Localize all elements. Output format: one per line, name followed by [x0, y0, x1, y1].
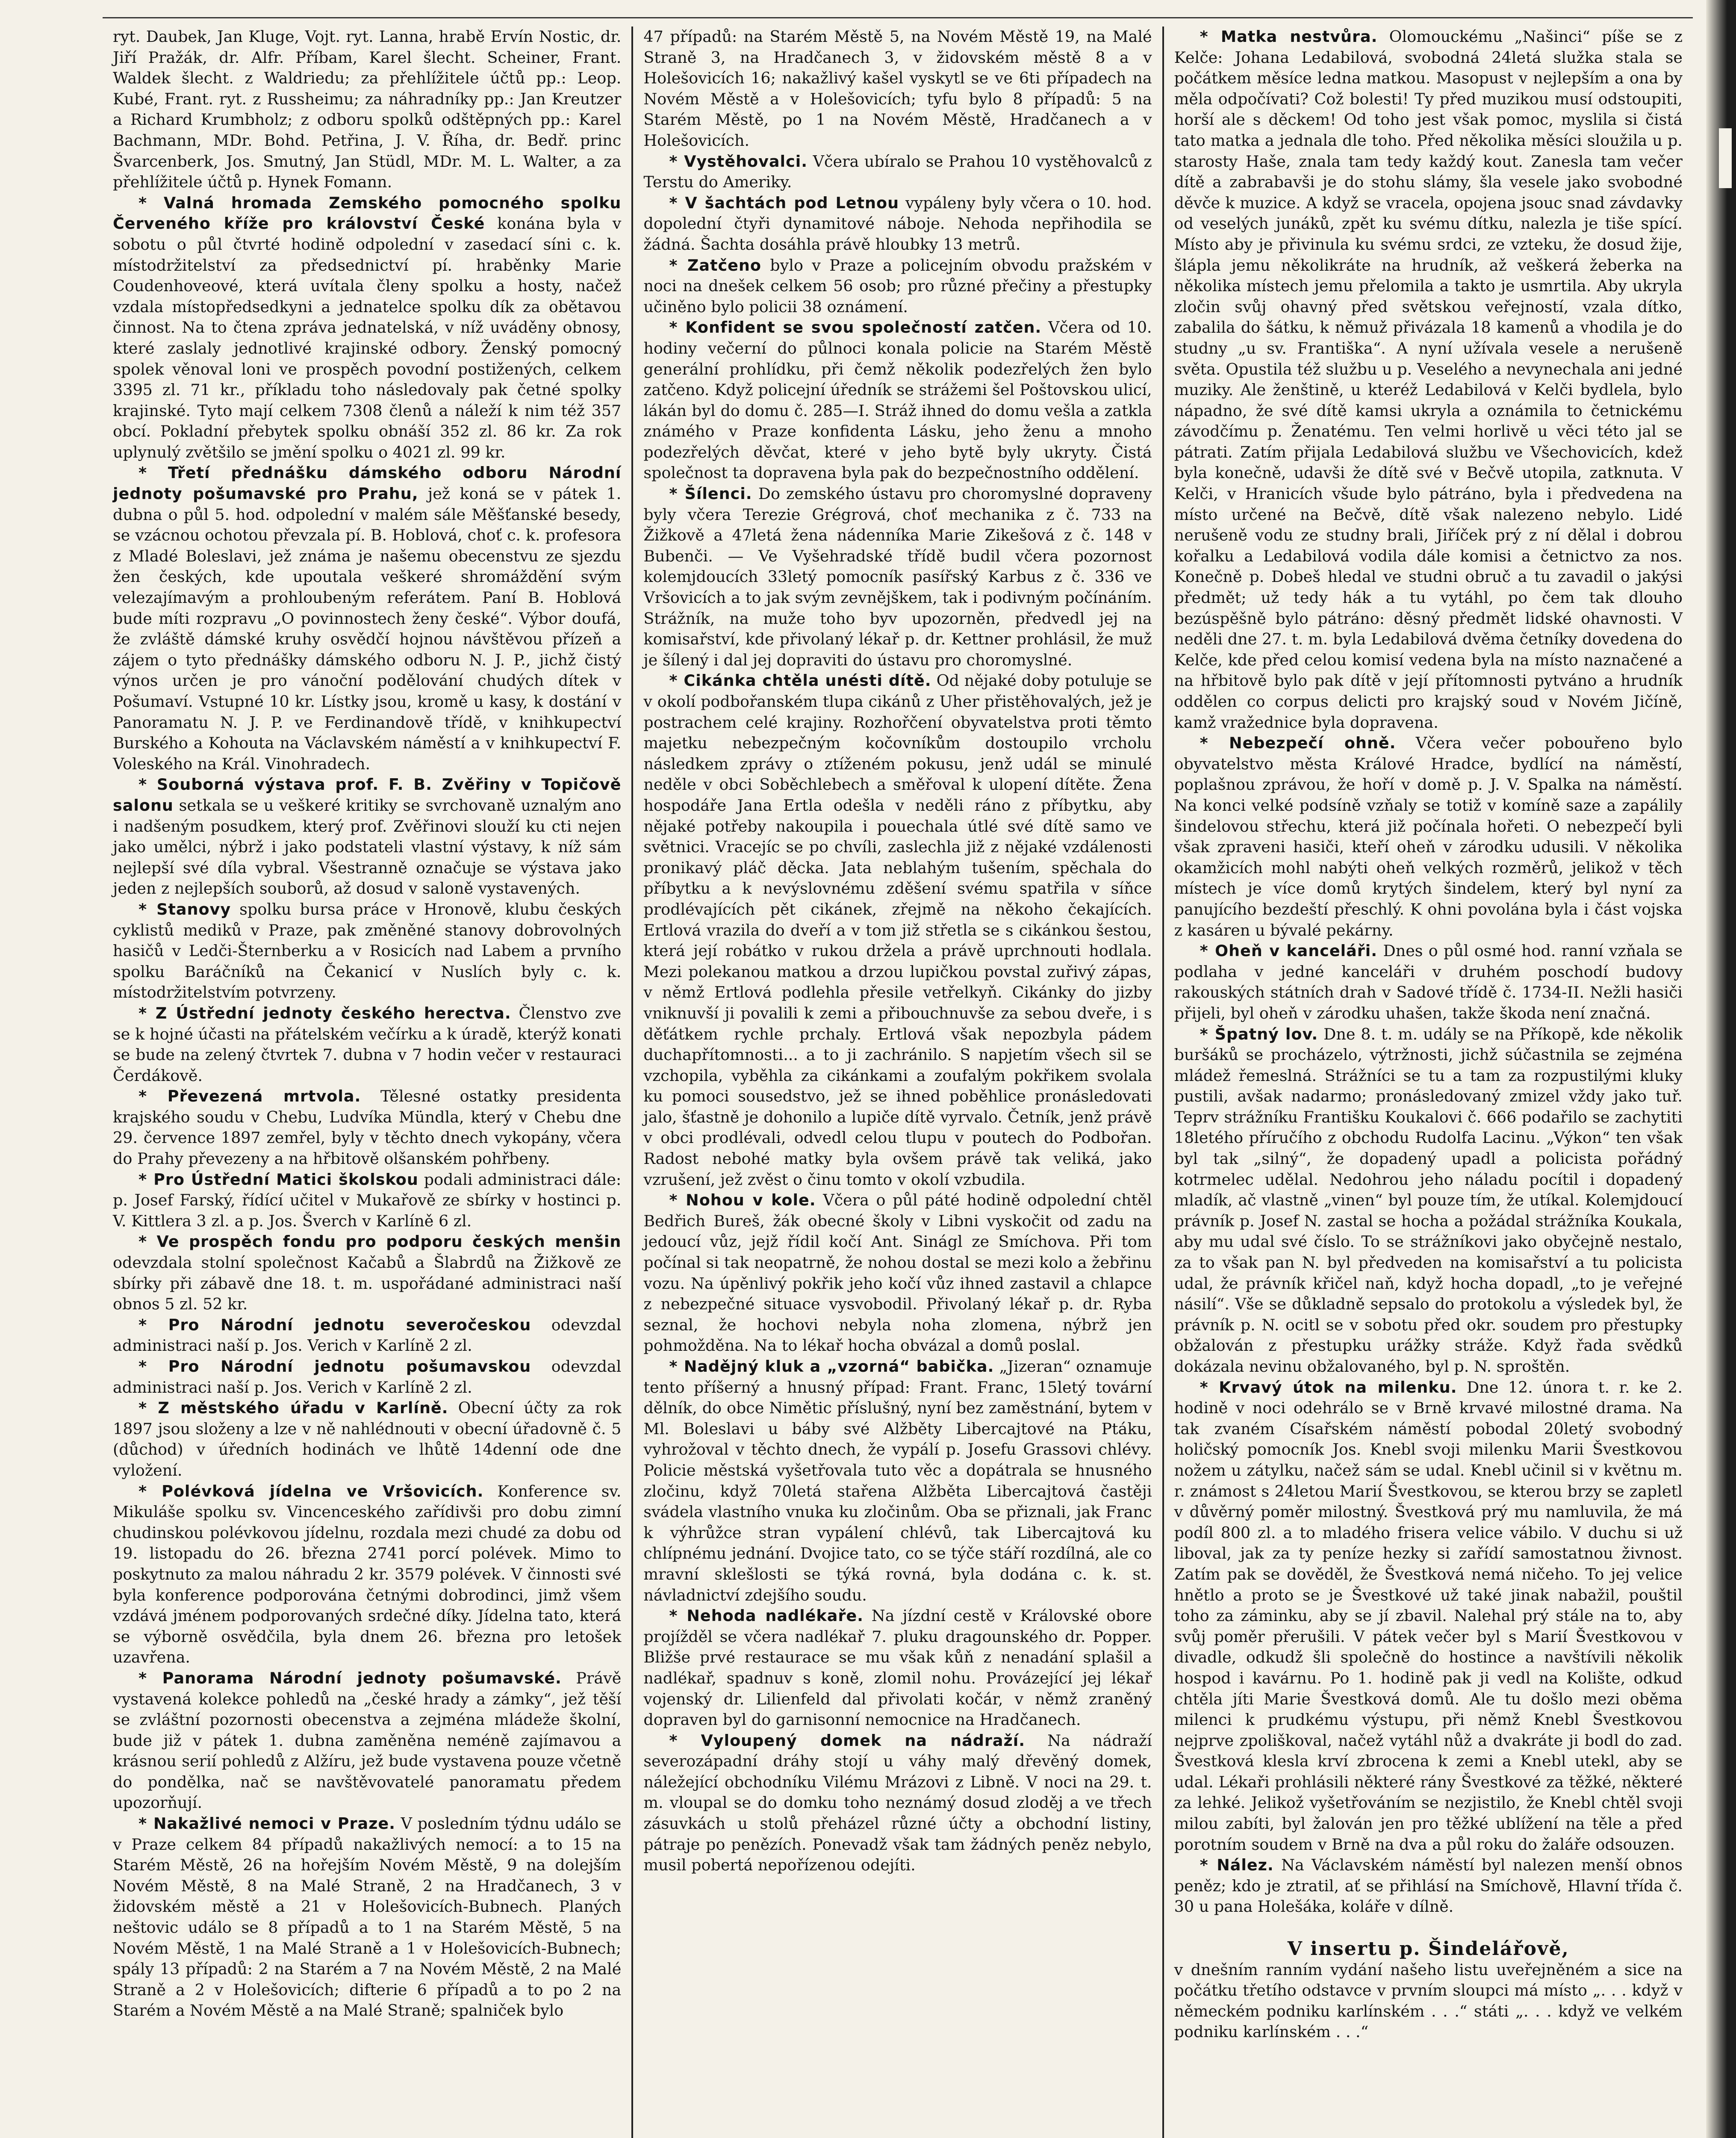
article-text: jež koná se v pátek 1. dubna o půl 5. hod. odpolední v malém sále Měšťanské besedy, se vzácnou ochotou převzala pí. B. Hoblová, choť c. k. profesora z Mladé Boleslavi, jež známa je našemu obecenstvu ze sjezdu žen českých, kde upoutala veškeré shromáždění svým velezajímavým a prohloubeným referátem. Paní B. Hoblová bude míti rozpravu „O povinnostech ženy české“. Výbor doufá, že zvláště dámské kruhy osvědčí hojnou návštěvou přízeň a zájem o tyto přednášky dámského odboru N. J. P., jichž čistý výnos určen je pro vánoční podělování chudých dítek v Pošumaví. Vstupné 10 kr. Lístky jsou, kromě u kasy, k dostání v Panoramatu N. J. P. ve Ferdinandově třídě, v knihkupectví Burského a Kohouta na Václavském náměstí a v knihkupectví F. Voleského na Král. Vinohradech. — [113, 484, 622, 773]
article — [113, 1813, 621, 2021]
article-text: bylo v Praze a policejním obvodu pražském v noci na dnešek celkem 56 osob; pro různé přečiny a přestupky učiněno bylo policii 38 oznámení. — [643, 256, 1152, 316]
column-2 — [631, 27, 1162, 2138]
article-heading: * Konfident se svou společností zatčen. — [669, 318, 1042, 337]
correction-title: V insertu p. Šindelářově, — [1287, 1938, 1569, 1960]
article-text: vypáleny byly včera o 10. hod. dopolední čtyři dynamitové náboje. Nehoda nepřihodila se žádná. Šachta dosáhla právě hloubky 13 metrů. — [643, 193, 1152, 254]
correction-notice — [1174, 1939, 1683, 1960]
correction-text: v dnešním ranním vydání našeho listu uveřejněném a sice na počátku třetího odstavce v prvním sloupci má místo „. . . když v německém podniku karlínském . . .“ státi „. . . když ve velkém podniku karlínském . . .“ — [1174, 1960, 1683, 2041]
article-text: Dnes o půl osmé hod. ranní vzňala se podlaha v jedné kanceláři v druhém poschodí budovy rakouských státních drah v Sadové třídě č. 1734-II. Nežli hasiči přijeli, byl oheň v zárodku uhašen, takže škoda není značná. — [1174, 942, 1683, 1022]
article-heading: * Matka nestvůra. — [1200, 27, 1378, 46]
article-text: ryt. Daubek, Jan Kluge, Vojt. ryt. Lanna, hrabě Ervín Nostic, dr. Jiří Pražák, dr. Alfr. Příbam, Karel šlecht. Scheiner, Frant. Waldek šlecht. z Waldriedu; za přehlížitele účtů pp.: Leop. Kubé, Frant. ryt. z Russheimu; za náhradníky pp.: Jan Kreutzer a Richard Krumbholz; z odboru spolků odštěpných pp.: Karel Bachmann, MDr. Bohd. Petřina, J. V. Říha, dr. Bedř. princ Švarcenberk, Jos. Smutný, Jan Stüdl, MDr. M. L. Walter, a za přehlížitele účtů p. Hynek Fomann. — [113, 27, 622, 192]
article-text: „Jizeran“ oznamuje tento příšerný a hnusný případ: Frant. Franc, 15letý tovární dělník, do obce Nimětic příslušný, nyní bez zaměstnání, bytem v Ml. Boleslavi u báby své Alžběty Libercajtové na Ptáku, vyhrožoval v těchto dnech, že vypálí p. Josefu Grassovi chlévy. Policie městská vyšetřovala tuto věc a dopátrala se hnusného zločinu, když 70letá stařena Alžběta Libercajtová častěji svádela vlastního vnuka ku zločinům. Oba se přiznali, jak Franc k výhrůžce stran vypálení chlévů, tak Libercajtová ku chlípnému jednání. Dvojice tato, co se týče stáří rozdílná, ale co mravní sklešlosti se týká rovná, byla dodána c. k. st. návladnictví zdejšího soudu. — [643, 1357, 1152, 1604]
article-text: Na nádraží severozápadní dráhy stojí u váhy malý dřevěný domek, náležející obchodníku Vilému Mrázovi z Libně. V noci na 29. t. m. vloupal se do domku toho neznámý dosud zloděj a ve třech zásuvkách u stolů přeházel různé účty a obchodní listiny, pátraje po penězích. Ponevadž však tam žádných peněz nebylo, musil pobertá nepořízenou odejíti. — [643, 1731, 1152, 1875]
article-text: Právě vystavená kolekce pohledů na „české hrady a zámky“, jež těší se zvláštní pozornosti obecenstva a zejména mládeže školní, bude již v pátek 1. dubna zaměněna neméně zajímavou a krásnou serií pohledů z Alžíru, jež bude vystavena pouze včetně do pondělka, nač se navštěvovatelé panoramatu předem upozorňují. — [113, 1668, 622, 1812]
column-3-articles — [1174, 27, 1683, 1917]
article-text: Dne 12. února t. r. ke 2. hodině v noci odehrálo se v Brně krvavé milostné drama. Na tak zvaném Císařském náměstí pobodal 20letý svobodný holičský pomocník Jos. Knebl svoji milenku Marii Švestkovou nožem u zátylku, načež sám se udal. Knebl učinil si v květnu m. r. známost s 24letou Marií Švestkovou, se kterou brzy se zapletl v důvěrný poměr milostný. Švestková prý mu namluvila, že má podíl 800 zl. a to mladého frisera velice vábilo. V duchu si už liboval, jak za ty peníze hezky si zařídí samostatnou živnost. Zatím pak se dověděl, že Švestková nemá ničeho. To jej velice hnětlo a proto se je Švestkové už také jinak nabažil, pouštil toho za záminku, aby se jí zbavil. Nalehal prý stále na to, aby svůj poměr přerušili. V pátek večer byl s Marií Švestkovou v divadle, odkudž šli společně do hostince a navštívili několik hospod i kavárnu. Po 1. hodině pak ji vedl na Kolište, odkud chtěla jíti Marie Švestková domů. Ale tu došlo mezi oběma milenci k prudkému výstupu, při němž Knebl Švestkovou nejprve zpoliškoval, načež vytáhl nůž a dvakráte ji bodl do zad. Švestková klesla krví zbrocena k zemi a Knebl utekl, aby se udal. Lékaři prohlásili některé rány Švestkové za těžké, některé za lehké. Jelikož vyšetřováním se nezjistilo, že Knebl chtěl svoji milou zabíti, byl žalován jen pro těžké ublížení na těle a před porotním soudem v Brně na dva a půl roku do žaláře odsouzen. — [1174, 1378, 1683, 1854]
article — [113, 1668, 621, 1813]
article-text: odevzdal administraci naší p. Jos. Verich v Karlíně 2 zl. — [113, 1357, 622, 1397]
article-text: Na Václavském náměstí byl nalezen menší obnos peněz; kdo je ztratil, ať se přihlásí na Smíchově, Hlavní třída č. 30 u pana Holešáka, koláře v dílně. — [1174, 1856, 1683, 1916]
article-text: Obecní účty za rok 1897 jsou složeny a lze v ně nahlédnouti v obecní úřadovně č. 5 (důchod) v úředních hodinách ve lhůtě 14denní ode dne vyložení. — [113, 1399, 622, 1479]
article-heading: * Polévková jídelna ve Vršovicích. — [139, 1482, 484, 1500]
article-heading: * Nález. — [1200, 1856, 1274, 1875]
article-heading: * Nebezpečí ohně. — [1200, 734, 1396, 753]
article-heading: * Stanovy — [139, 900, 231, 918]
article — [113, 463, 621, 774]
article — [643, 670, 1152, 1190]
article-text: Konference sv. Mikuláše spolku sv. Vincenceského zařídivši pro dobu zimní chudinskou polévkovou jídelnu, rozdala mezi chudé za dobu od 19. listopadu do 26. března 2741 porcí polévek. Mimo to poskytnuto za malou náhradu 2 kr. 3579 polévek. V činnosti své byla konference podporována četnými dobrodinci, jimž všem vzdává jménem podporovaných srdečné díky. Jídelna tato, která se výborně osvědčila, byla dnem 26. března pro letošek uzavřena. — [113, 1482, 622, 1667]
article-text: Včera ubíralo se Prahou 10 vystěhovalců z Terstu do Ameriky. — [643, 152, 1152, 192]
article-text: V posledním týdnu událo se v Praze celkem 84 případů nakažlivých nemocí: a to 15 na Starém Městě, 26 na hořejším Novém Městě, 9 na dolejším Novém Městě, 8 na Malé Straně, 2 na Hradčanech, 3 v židovském městě a 21 v Holešovicích-Bubnech. Planých neštovic událo se 8 případů a to 1 na Starém Městě, 5 na Novém Městě, 1 na Malé Straně a 1 v Holešovicích-Bubnech; spály 13 případů: 2 na Starém a 7 na Novém Městě, 2 na Malé Straně a 2 v Holešovicích; difterie 6 případů a to po 2 na Starém a Novém Městě a na Malé Straně; spalniček bylo — [113, 1814, 622, 2020]
article-text: Členstvo zve se k hojné účasti na přátelském večírku a k úradě, kterýž konati se bude na zelený čtvrtek 7. dubna v 7 hodin večer v restauraci Čerdákově. — [113, 1004, 622, 1085]
article-text: 47 případů: na Starém Městě 5, na Novém Městě 19, na Malé Straně 3, na Hradčanech 3, v židovském městě 8 a v Holešovicích 16; nakažlivý kašel vyskytl se ve 6ti případech na Novém Městě a v Holešovicích; tyfu bylo 8 případů: 5 na Starém Městě, po 1 na Novém Městě, Hradčanech a v Holešovicích. — [643, 27, 1152, 150]
article-text: konána byla v sobotu o půl čtvrté hodině odpolední v zasedací síni c. k. místodržitelství za předsednictví pí. hraběnky Marie Coudenhoveové, která uvítala členy spolku a hosty, načež vzdala místopředsedkyni a jednatelce spolku dík za obětavou činnost. Na to čtena zpráva jednatelská, v níž uváděny obnosy, které zaslaly jednotlivé krajinské odbory. Ženský pomocný spolek věnoval loni ve prospěch povodní postižených, celkem 3395 zl. 71 kr., příkladu toho následovaly pak četné spolky krajinské. Tyto mají celkem 7308 členů a náleží k nim též 357 obcí. Pokladní přebytek spolku obnáší 352 zl. 86 kr. Za rok uplynulý zvětšilo se jmění spolku o 4021 zl. 99 kr. — [113, 214, 622, 461]
page-edge-mark — [1719, 128, 1732, 188]
article — [643, 484, 1152, 670]
article-text: odevzdala stolní společnost Kačabů a Šlabrdů na Žižkově ze sbírky při zábavě dne 18. t. m. uspořádané administraci naší obnos 5 zl. 52 kr. — [113, 1253, 622, 1314]
article-text: spolku bursa práce v Hronově, klubu českých cyklistů mediků v Praze, pak změněné stanovy dobrovolných hasičů v Ledči-Šternberku a v Rosicích nad Labem a prvního spolku Baráčníků na Čekanicí v Nuslích byly c. k. místodržitelstvím potvrzeny. — [113, 900, 622, 1002]
article-text: Včera večer pobouřeno bylo obyvatelstvo města Králové Hradce, bydlící na náměstí, poplašnou zprávou, že hoří v domě p. J. V. Spalka na náměstí. Na konci velké podsíně vzňaly se totiž v komíně saze a zapálily šindelovou střechu, která již počínala hořeti. O nebezpečí byli však zpraveni hasiči, kteří oheň v zárodku udusili. V několika okamžicích mohl nabýti oheň velkých rozměrů, jelikož v těch místech je více domů krytých šindelem, který byl nyní za panujícího bezdeští přeschlý. K ohni povolána byla i část vojska z kasáren u bývalé pekárny. — [1174, 734, 1683, 939]
article-text: Včera od 10. hodiny večerní do půlnoci konala policie na Starém Městě generální prohlídku, při čemž několik podezřelých žen bylo zatčeno. Když policejní úředník se strážemi šel Poštovskou ulicí, lákán byl do domu č. 285—I. Stráž ihned do domu vešla a zatkla známého v Praze konfidenta Lásku, jeho ženu a mnoho podezřelých děvčat, které v jeho bytě byly ukryty. Čistá společnost ta dopravena byla pak do bezpečnostního oddělení. — [643, 318, 1152, 482]
article — [113, 1003, 621, 1086]
article-heading: * Ve prospěch fondu pro podporu českých menšin — [139, 1232, 622, 1251]
article — [113, 1231, 621, 1314]
article-heading: * Krvavý útok na milenku. — [1200, 1378, 1457, 1397]
column-1 — [103, 27, 631, 2138]
article — [643, 1356, 1152, 1606]
article-heading: * Nehoda nadlékaře. — [669, 1606, 864, 1625]
column-3 — [1162, 27, 1693, 2138]
article-text: Včera o půl páté hodině odpolední chtěl Bedřich Bureš, žák obecné školy v Libni vyskočit od zadu na jedoucí vůz, jejž řídil kočí Ant. Sinágl ze Smíchova. Při tom počínal si tak neopatrně, že nohou dostal se mezi kolo a žebřinu vozu. Na úpěnlivý pokřik jeho kočí vůz ihned zastavil a chlapce z nebezpečné situace vysvobodil. Přivolaný lékař p. dr. Ryba seznal, že hochovi nebyla noha zlomena, nýbrž jen pohmožděna. Na to lékař hocha obvázal a domů poslal. — [643, 1191, 1152, 1355]
article — [113, 1481, 621, 1668]
article-heading: * Vystěhovalci. — [669, 152, 808, 171]
article — [113, 1086, 621, 1169]
article-heading: * Vyloupený domek na nádraží. — [669, 1731, 1026, 1750]
top-rule — [103, 17, 1693, 18]
article-text: Do zemského ústavu pro choromyslné dopraveny byly včera Terezie Grégrová, choť mechanika z č. 733 na Žižkově a 47letá žena nádenníka Marie Zikešová z č. 148 v Bubenči. — Ve Vyšehradské třídě budil včera pozornost kolemjdoucích 33letý pomocník pasířský Karbus z č. 336 ve Vršovicích a to jak svým zevnějškem, tak i podivným počínáním. Strážník, na muže toho byv upozorněn, předvedl jej na komisařství, kde přivolaný lékař p. dr. Kettner prohlásil, že muž je šílený i dal jej dopraviti do ústavu pro choromyslné. — [643, 484, 1152, 669]
article — [1174, 27, 1683, 733]
article-heading: * Cikánka chtěla unésti dítě. — [669, 671, 931, 690]
article-heading: * Pro Národní jednotu pošumavskou — [139, 1357, 531, 1376]
article-heading: * V šachtách pod Letnou — [669, 193, 899, 212]
article-text: setkala se u veškeré kritiky se svrchovaně uznalým ano i nadšeným posudkem, který prof. Zvěřinovi slouží ku cti nejen jako umělci, nýbrž i jako podstateli vlastní výstavy, k níž sám nejlepší své díla vybral. Všestranně označuje se výstava jako jeden z nejlepších souborů, až dosud v saloně vystavených. — [113, 796, 622, 898]
article-text: podali administraci dále: p. Josef Farský, řídící učitel v Mukařově ze sbírky v hostinci p. V. Kittlera 3 zl. a p. Jos. Šverch v Karlíně 6 zl. — [113, 1170, 622, 1230]
article-text: Na jízdní cestě v Královské obore projížděl se včera nadlékař 7. pluku dragounského dr. Popper. Bližše prvé restaurace se mu však kůň z nenadání splašil a nadlékař, spadnuv s koně, zlomil nohu. Provázející jej lékař vojenský dr. Lilienfeld dal přivolati kočár, v němž zraněný dopraven byl do garnisonní nemocnice na Hradčanech. — [643, 1606, 1152, 1729]
article — [643, 255, 1152, 318]
article-heading: * Oheň v kanceláři. — [1200, 942, 1378, 960]
article-heading: * Zatčeno — [669, 256, 761, 275]
article — [1174, 941, 1683, 1024]
article — [1174, 1855, 1683, 1917]
article — [113, 27, 621, 193]
article — [113, 899, 621, 1003]
article-heading: * Špatný lov. — [1200, 1025, 1318, 1043]
article-heading: * Šílenci. — [669, 484, 752, 503]
article — [643, 317, 1152, 484]
article-heading: * Nakažlivé nemoci v Praze. — [139, 1814, 395, 1833]
article — [643, 1190, 1152, 1356]
article-heading: * Třetí přednášku dámského odboru Národní jednoty pošumavské pro Prahu, — [113, 464, 622, 503]
article-heading: * Převezená mrtvola. — [139, 1087, 361, 1106]
page-edge-scan-shadow — [1706, 0, 1736, 2138]
article-heading: * Z městského úřadu v Karlíně. — [139, 1399, 448, 1417]
article — [643, 151, 1152, 193]
article — [113, 1356, 621, 1398]
article — [113, 193, 621, 463]
article-heading: * Souborná výstava prof. F. B. Zvěřiny v Topičově salonu — [113, 775, 622, 815]
article — [113, 1315, 621, 1356]
article-heading: * Nadějný kluk a „vzorná“ babička. — [669, 1357, 994, 1376]
article-text: Tělesné ostatky presidenta krajského soudu v Chebu, Ludvíka Mündla, který v Chebu dne 29. července 1897 zemřel, byly v těchto dnech vykopány, včera do Prahy převezeny a na hřbitově olšanském pohřbeny. — [113, 1087, 622, 1168]
article-text: odevzdal administraci naší p. Jos. Verich v Karlíně 2 zl. — [113, 1315, 622, 1355]
newspaper-columns — [103, 27, 1693, 2138]
article-heading: * Nohou v kole. — [669, 1191, 816, 1210]
article-text: Dne 8. t. m. udály se na Příkopě, kde několik buršáků se procházelo, výtržnosti, jichž súčastnila se zejména mládež řemeslná. Strážníci se tu a tam za rozpustilými kluky pustili, avšak nadarmo; pronásledovaný zmizel vždy jako tuř. Teprv strážníku Františku Koukalovi č. 666 podařilo se zachytiti 18letého příručího z obchodu Rudolfa Lacinu. „Výkon“ ten však byl tak „silný“, že dopadený upadl a policista pořádný kotrmelec udělal. Nedohrou jeho náladu pocítil i dopadený mladík, ač vlastně „vinen“ byl pouze tím, že utíkal. Kolemjdoucí právník p. Josef N. zastal se hocha a požádal strážníka Koukala, aby mu udal své číslo. To se strážníkovi jako obyčejně nestalo, za to však pan N. byl předveden na komisařství a tu policista udal, že právník křičel naň, když hocha dopadl, „to je veřejné násilí“. Vše se důkladně sepsalo do protokolu a výsledek byl, že právník p. N. ocitl se v sobotu před okr. soudem pro přestupky obžalován z přestupku urážky stráže. Když řada svědků dokázala nevinu obžalovaného, byl p. N. sproštěn. — [1174, 1025, 1683, 1376]
article-heading: * Valná hromada Zemského pomocného spolku Červeného kříže pro království České — [113, 193, 622, 233]
article-heading: * Pro Národní jednotu severočeskou — [139, 1315, 531, 1334]
article-heading: * Pro Ústřední Matici školskou — [139, 1170, 419, 1189]
article — [113, 1398, 621, 1481]
article — [643, 1606, 1152, 1730]
article-text: Od nějaké doby potuluje se v okolí podbořanském tlupa cikánů z Uher přistěhovalých, jež je postrachem celé krajiny. Rozhořčení obyvatelstva proti těmto majetku nebezpečným kočovníkům dostoupilo vrcholu následkem zprávy o ztíženém pokusu, jenž udál se minulé neděle v obci Soběchlebech a směřoval k ulopení dítěte. Žena hospodáře Jana Ertla odešla v neděli ráno z příbytku, aby nějaké potřeby nakoupila i pouechala útlé své dítě samo ve světnici. Vracejíc se po chvíli, zaslechla již z nějaké vzdálenosti pronikavý pláč děcka. Jata neblahým tušením, spěchala do příbytku a k nevýslovnému zděšení svému spatřila v síňce prodlévajících pět cikánek, zřejmě na někoho čekajících. Ertlová vrazila do dveří a v tom již střetla se s cikánkou šestou, která její robátko v rukou držela a právě uprchnouti hodlala. Mezi polekanou matkou a drzou lupičkou povstal zuřivý zápas, v němž Ertlová podlehla přesile vetřelkyň. Cikánky do jizby vniknuvší ji povalili k zemi a přibouchnuvše za sebou dveře, i s děťátkem rychle prchaly. Ertlová však nepozbyla pádem duchapřítomnosti... a to ji zachránilo. S napjetím všech sil se vzchopila, vyběhla za cikánkami a zoufalým pokřikem svolala ku pomoci sousedstvo, jež se ihned poběhlice pronásledovati jalo, šťastně je dohonilo a lupiče dítě vyrvalo. Četník, jenž právě v obci prodlévali, odvedl celou tlupu v poutech do Podbořan. Radost nebohé matky byla ovšem právě tak veliká, jako vzrušení, jež zvěst o činu tomto v okolí vzbudila. — [643, 671, 1152, 1189]
article-heading: * Panorama Národní jednoty pošumavské. — [139, 1668, 562, 1687]
article — [113, 1169, 621, 1232]
article — [113, 774, 621, 899]
article — [1174, 1377, 1683, 1855]
article — [1174, 1024, 1683, 1377]
article-text: Olomouckému „Našinci“ píše se z Kelče: Johana Ledabilová, svobodná 24letá služka stala se počátkem měsíce ledna matkou. Masopust v nejlepším a ona by měla odpočívati? Což bolesti! Ty před muzikou musí odstoupiti, horší ale s děckem! Od toho jest však pomoc, myslila si čistá tato matka a jednala dle toho. Před několika měsíci sloužila u p. starosty Haše, znala tam tedy každý kout. Zanesla tam večer dítě a zabrabavši je do stohu slámy, šla vesele jako svobodné děvče k muzice. A když se vracela, opojena jsouc snad závdavky od veselých junáků, zpět ku svému dítku, nalezla je tiše spící. Místo aby je přivinula ku svému srdci, ze vzteku, že dosud žije, šlápla jemu několikráte na hrudník, až veškerá žeberka na několika místech jemu přelomila a takto je usmrtila. Aby ukryla zločin svůj ohavný před světskou veřejností, vzala dítko, zabalila do šátku, k němuž přivázala 18 kamenů a vhodila je do studny „u sv. Františka“. A nyní užívala vesele a nerušeně světa. Opustila též službu u p. Veselého a nevynechala ani jedné muziky. Ale ženštině, u kteréž Ledabilová v Kelči bydlela, bylo nápadno, že své dítě kamsi ukryla a oznámila to četnickému závodčímu p. Ženatému. Ten velmi horlivě u věci této jal se pátrati. Zatím přijala Ledabilová službu ve Všechovicích, kdež byla konečně, udavši že dítě své v Bečvě utopila, zatknuta. V Kelči, v Hranicích všude bylo pátráno, byla i předvedena na místo určené na Bečvě, dítě však nalezeno nebylo. Lidé nerušeně vodu ze studny brali, Jiříček prý z ní dělal i dobrou kořalku a Ledabilová vodila dále komisi a četnictvo za nos. Konečně p. Dobeš hledal ve studni obruč a tu zavadil o jakýsi předmět; už tedy hák a tu vytáhl, po čem tak dlouho bezúspěšně bylo pátráno: děsný předmět lidské ohavnosti. V neděli dne 27. t. m. byla Ledabilová dvěma četníky dovedena do Kelče, kde před celou komisí vedena byla na místo naznačené a na hřbitově bylo pak dítě v její přítomnosti pytváno a hrudník oddělen co corpus delicti pro krajský soud v Novém Jičíně, kamž vražednice byla dopravena. — [1174, 27, 1683, 732]
article — [643, 1730, 1152, 1876]
article — [1174, 733, 1683, 941]
article — [643, 193, 1152, 255]
article — [643, 27, 1152, 151]
article-heading: * Z Ústřední jednoty českého herectva. — [139, 1004, 511, 1022]
